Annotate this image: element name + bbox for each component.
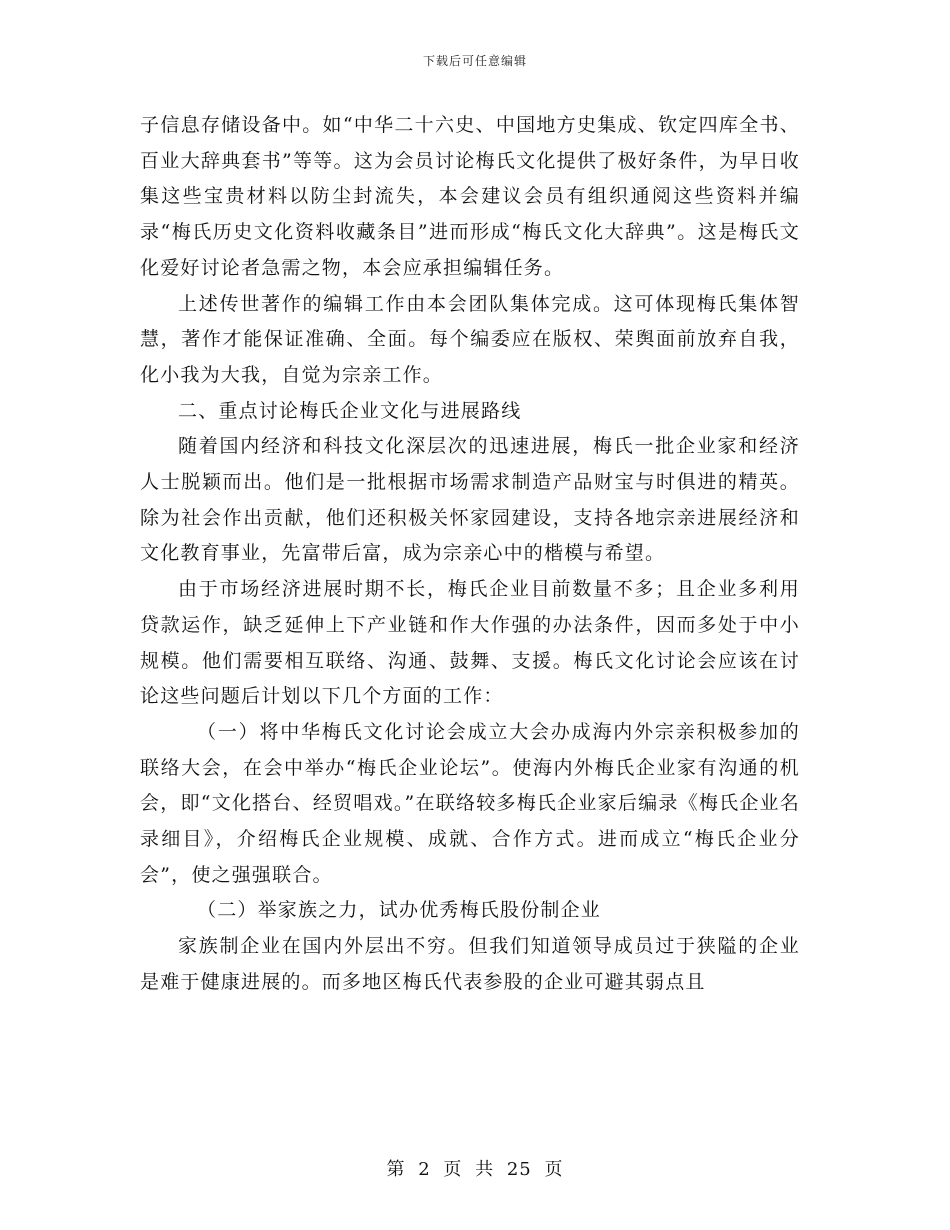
page-header: 下载后可任意编辑 xyxy=(422,54,527,68)
list-item: （一）将中华梅氏文化讨论会成立大会办成海内外宗亲积极参加的联络大会，在会中举办“梅氏企业论坛”。使海内外梅氏企业家有沟通的机会，即“文化搭台、经贸唱戏。”在联络较多梅氏企业家后编录《梅氏企业名录细目》，介绍梅氏企业规模、成就、合作方式。进而成立“梅氏企业分会”，使之强强联合。 xyxy=(140,720,800,886)
paragraph: 子信息存储设备中。如“中华二十六史、中国地方史集成、钦定四库全书、百业大辞典套书”等等。这为会员讨论梅氏文化提供了极好条件，为早日收集这些宝贵材料以防尘封流失，本会建议会员有组织通阅这些资料并编录“梅氏历史文化资料收藏条目”进而形成“梅氏文化大辞典”。这是梅氏文化爱好讨论者急需之物，本会应承担编辑任务。 xyxy=(140,114,800,279)
paragraph: 家族制企业在国内外层出不穷。但我们知道领导成员过于狭隘的企业是难于健康进展的。而多地区梅氏代表参股的企业可避其弱点且 xyxy=(140,935,800,993)
paragraph: 由于市场经济进展时期不长，梅氏企业目前数量不多；且企业多利用贷款运作，缺乏延伸上下产业链和作大作强的办法条件，因而多处于中小规模。他们需要相互联络、沟通、鼓舞、支援。梅氏文化讨论会应该在讨论这些问题后计划以下几个方面的工作： xyxy=(140,578,800,708)
list-item: （二）举家族之力，试办优秀梅氏股份制企业 xyxy=(197,899,602,922)
document-body xyxy=(140,108,800,1001)
paragraph: 随着国内经济和科技文化深层次的迅速进展，梅氏一批企业家和经济人士脱颖而出。他们是一批根据市场需求制造产品财宝与时俱进的精英。除为社会作出贡献，他们还积极关怀家园建设，支持各地宗亲进展经济和文化教育事业，先富带后富，成为宗亲心中的楷模与希望。 xyxy=(140,435,800,565)
page-number: 第 2 页 共 25 页 xyxy=(386,1159,564,1180)
paragraph: 上述传世著作的编辑工作由本会团队集体完成。这可体现梅氏集体智慧，著作才能保证准确、全面。每个编委应在版权、荣舆面前放弃自我，化小我为大我，自觉为宗亲工作。 xyxy=(140,292,800,386)
section-heading: 二、重点讨论梅氏企业文化与进展路线 xyxy=(178,399,522,422)
